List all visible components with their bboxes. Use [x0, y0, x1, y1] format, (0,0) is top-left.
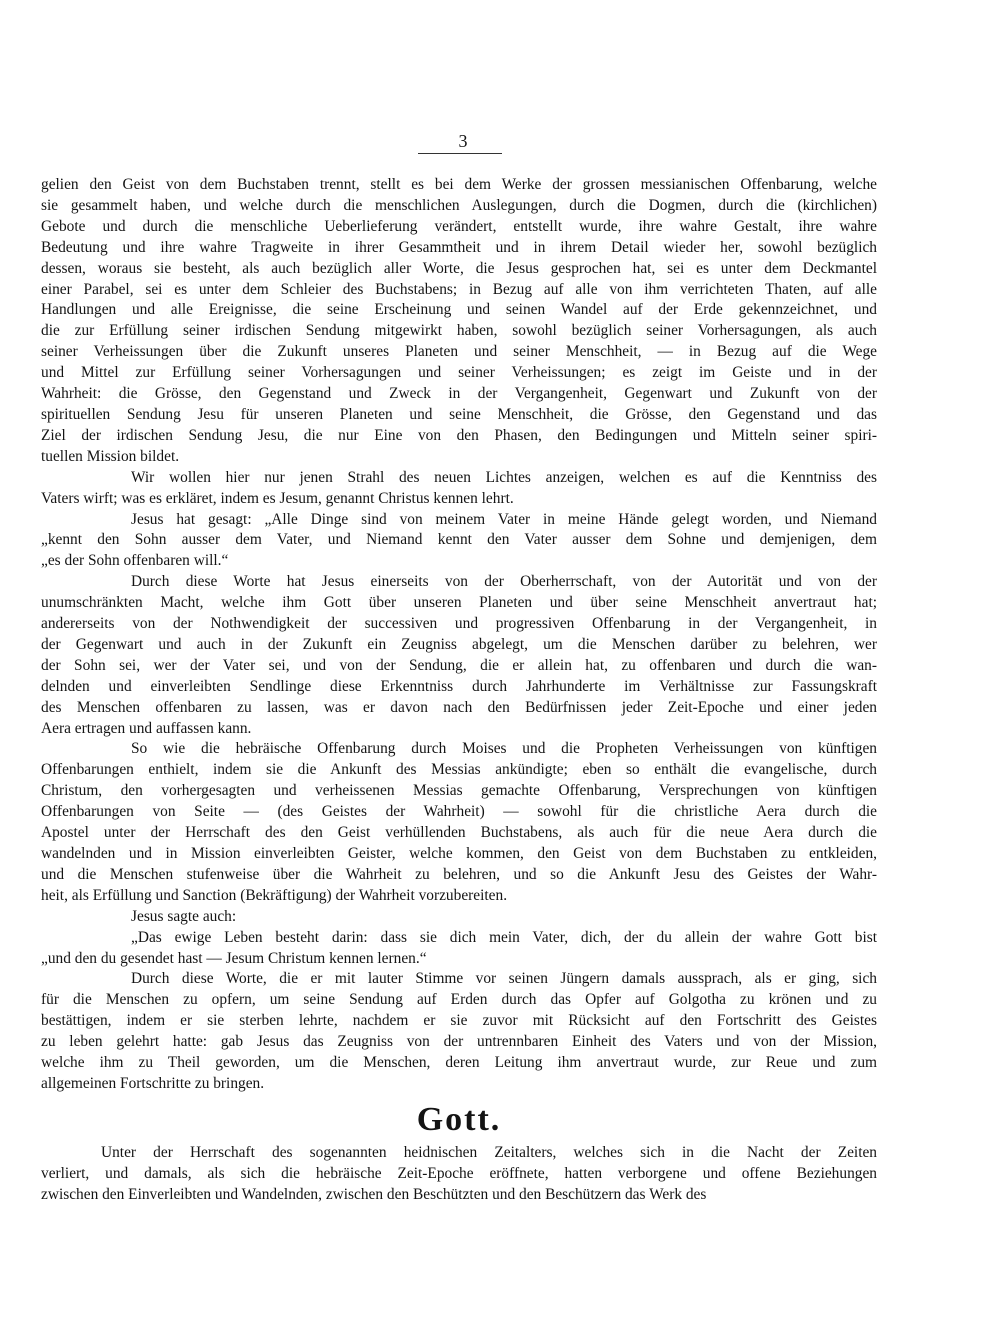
- text-line: der Sohn sei, wer der Vater sei, und von der Sendung, die er allein hat, zu offenbaren und durch die wan-: [41, 656, 877, 674]
- text-line: tuellen Mission bildet.: [41, 447, 180, 465]
- paragraph: [41, 969, 877, 1094]
- text-line: Aera ertragen und auffassen kann.: [41, 719, 252, 737]
- text-line: und Mittel zur Erfüllung seiner Vorhersagungen und seiner Verheissungen; es zeigt im Geiste und in der: [41, 364, 877, 382]
- text-line: „Das ewige Leben besteht darin: dass sie dich mein Vater, dich, der du allein der wahre Gott bist: [131, 928, 877, 946]
- text-line: bestättigen, indem er sie sterben lehrte, nachdem er sie zuvor mit Rücksicht auf den Fortschritt des Geistes: [41, 1012, 877, 1030]
- text-line: Gebote und durch die menschliche Ueberlieferung verändert, entstellt wurde, ihre wahre Gestalt, ihre wahre: [41, 217, 877, 235]
- text-line: Vaters wirft; was es erkläret, indem es Jesum, genannt Christus kennen lehrt.: [41, 489, 514, 507]
- text-line: andererseits von der Nothwendigkeit der successiven und progressiven Offenbarung in der Vergangenheit, in: [41, 615, 877, 633]
- paragraph: [41, 510, 877, 573]
- text-line: verliert, und damals, als sich die hebräische Zeit-Epoche eröffnete, hatten verborgene und offene Beziehungen: [41, 1164, 877, 1182]
- text-line: Durch diese Worte, die er mit lauter Stimme vor seinen Jüngern damals aussprach, als er ging, sich: [131, 970, 877, 988]
- text-line: welche ihm zu Theil geworden, um die Menschen, deren Leitung ihm anvertraut wurde, zur Reue und zum: [41, 1054, 877, 1072]
- paragraph: [41, 468, 877, 510]
- paragraph: [41, 1143, 877, 1206]
- text-line: sie gesammelt haben, und welche durch die menschlichen Auslegungen, durch die Dogmen, durch die (kirchlichen): [41, 196, 877, 214]
- paragraph: [41, 175, 877, 468]
- page-number-rule: [418, 153, 502, 154]
- page-number: 3: [458, 131, 468, 151]
- text-line: Wir wollen hier nur jenen Strahl des neuen Lichtes anzeigen, welchen es auf die Kenntniss des: [131, 468, 877, 486]
- text-line: Apostel unter der Herrschaft des den Geist verhüllenden Buchstabens, als auch für die neue Aera durch die: [41, 824, 877, 842]
- text-line: wandelnden und in Mission einverleibten Geister, welche kommen, den Geist von dem Buchstaben zu entkleiden,: [41, 845, 877, 862]
- text-line: Handlungen und alle Ereignisse, die seine Erscheinung und seinen Wandel auf der Erde gekennzeichnet, und: [41, 301, 877, 319]
- text-line: Unter der Herrschaft des sogenannten heidnischen Zeitalters, welches sich in die Nacht der Zeiten: [101, 1143, 877, 1161]
- text-line: allgemeinen Fortschritte zu bringen.: [41, 1074, 265, 1092]
- text-line: heit, als Erfüllung und Sanction (Bekräftigung) der Wahrheit vorzubereiten.: [41, 886, 508, 904]
- text-line: zu leben gelehrt hatte: gab Jesus das Zeugniss von der untrennbaren Einheit des Vaters und von der Mission,: [41, 1033, 877, 1051]
- text-line: Christum, den vorhergesagten und verheissenen Messias gemachte Offenbarung, Versprechungen von künftigen: [41, 782, 877, 800]
- text-line: Wahrheit: die Grösse, den Gegenstand und Zweck in der Vergangenheit, Gegenwart und Zukunft von der: [41, 385, 877, 403]
- text-line: Durch diese Worte hat Jesus einerseits von der Oberherrschaft, von der Autorität und von der: [131, 573, 877, 591]
- section-text: [41, 1143, 877, 1206]
- text-line: für die Menschen zu opfern, um seine Sendung auf Erden durch das Opfer auf Golgotha zu krönen und zu: [41, 991, 877, 1009]
- text-line: die zur Erfüllung seiner irdischen Sendung mitgewirkt haben, sowohl bezüglich seiner Vorhersagungen, als auch: [41, 322, 877, 340]
- text-line: Offenbarungen von Seite — (des Geistes der Wahrheit) — sowohl für die christliche Aera durch die: [41, 803, 877, 821]
- text-line: Jesus hat gesagt: „Alle Dinge sind von meinem Vater in meine Hände gelegt worden, und Niemand: [131, 510, 877, 528]
- text-line: seiner Verheissungen über die Zukunft unseres Planeten und seiner Menschheit, — in Bezug auf die Wege: [41, 343, 877, 361]
- text-line: spirituellen Sendung Jesu für unseren Planeten und seine Menschheit, die Grösse, den Gegenstand und das: [41, 405, 877, 423]
- text-line: „es der Sohn offenbaren will.“: [41, 552, 229, 570]
- text-line: Bedeutung und ihre wahre Tragweite in ihrer Gesammtheit und in ihrem Detail wieder her, sowohl bezüglich: [41, 238, 877, 256]
- text-line: Offenbarungen enthielt, indem sie die Ankunft des Messias ankündigte; eben so enthält die evangelische, durch: [41, 761, 877, 779]
- text-line: „und den du gesendet hast — Jesum Christum kennen lernen.“: [41, 949, 427, 967]
- text-line: „kennt den Sohn ausser dem Vater, und Niemand kennt den Vater ausser dem Sohne und demjenigen, dem: [41, 531, 877, 549]
- text-line: zwischen den Einverleibten und Wandelnden, zwischen den Beschützten und den Beschützern das Werk des: [41, 1185, 707, 1203]
- paragraph: [41, 907, 877, 928]
- page-body: [41, 175, 877, 1206]
- text-line: gelien den Geist von dem Buchstaben trennt, stellt es bei dem Werke der grossen messianischen Offenbarung, welche: [41, 176, 877, 193]
- paragraph: [41, 739, 877, 906]
- text-line: unumschränkten Macht, welche ihm Gott über unseren Planeten und über seine Menschheit anvertraut hat;: [41, 594, 877, 612]
- text-blocks: [41, 175, 877, 1095]
- paragraph: [41, 928, 877, 970]
- text-line: dessen, woraus sie besteht, als auch bezüglich aller Worte, die Jesus gesprochen hat, sei es unter dem Deckmantel: [41, 259, 877, 277]
- text-line: einer Parabel, sei es unter dem Schleier des Buchstabens; in Bezug auf alle von ihm verrichteten Thaten, auf alle: [41, 280, 877, 298]
- text-line: der Gegenwart und auch in der Zukunft ein Zeugniss abgelegt, um die Menschen darüber zu belehren, wer: [41, 635, 877, 653]
- text-line: Jesus sagte auch:: [131, 907, 237, 925]
- text-line: delnden und einverleibten Sendlinge diese Erkenntniss durch Jahrhunderte im Verhältnisse zur Fassungskraft: [41, 677, 877, 695]
- text-line: und die Menschen stufenweise über die Wahrheit zu belehren, und so die Ankunft Jesu des Geistes der Wahr-: [41, 865, 877, 883]
- text-line: Ziel der irdischen Sendung Jesu, die nur Eine von den Phasen, den Bedingungen und Mitteln seiner spiri-: [41, 426, 877, 444]
- text-line: des Menschen offenbaren zu lassen, was er davon nach den Bedürfnissen jeder Zeit-Epoche und einer jeden: [41, 698, 877, 716]
- text-line: So wie die hebräische Offenbarung durch Moises und die Propheten Verheissungen von künftigen: [131, 740, 877, 758]
- section-heading: Gott.: [416, 1100, 502, 1138]
- paragraph: [41, 572, 877, 739]
